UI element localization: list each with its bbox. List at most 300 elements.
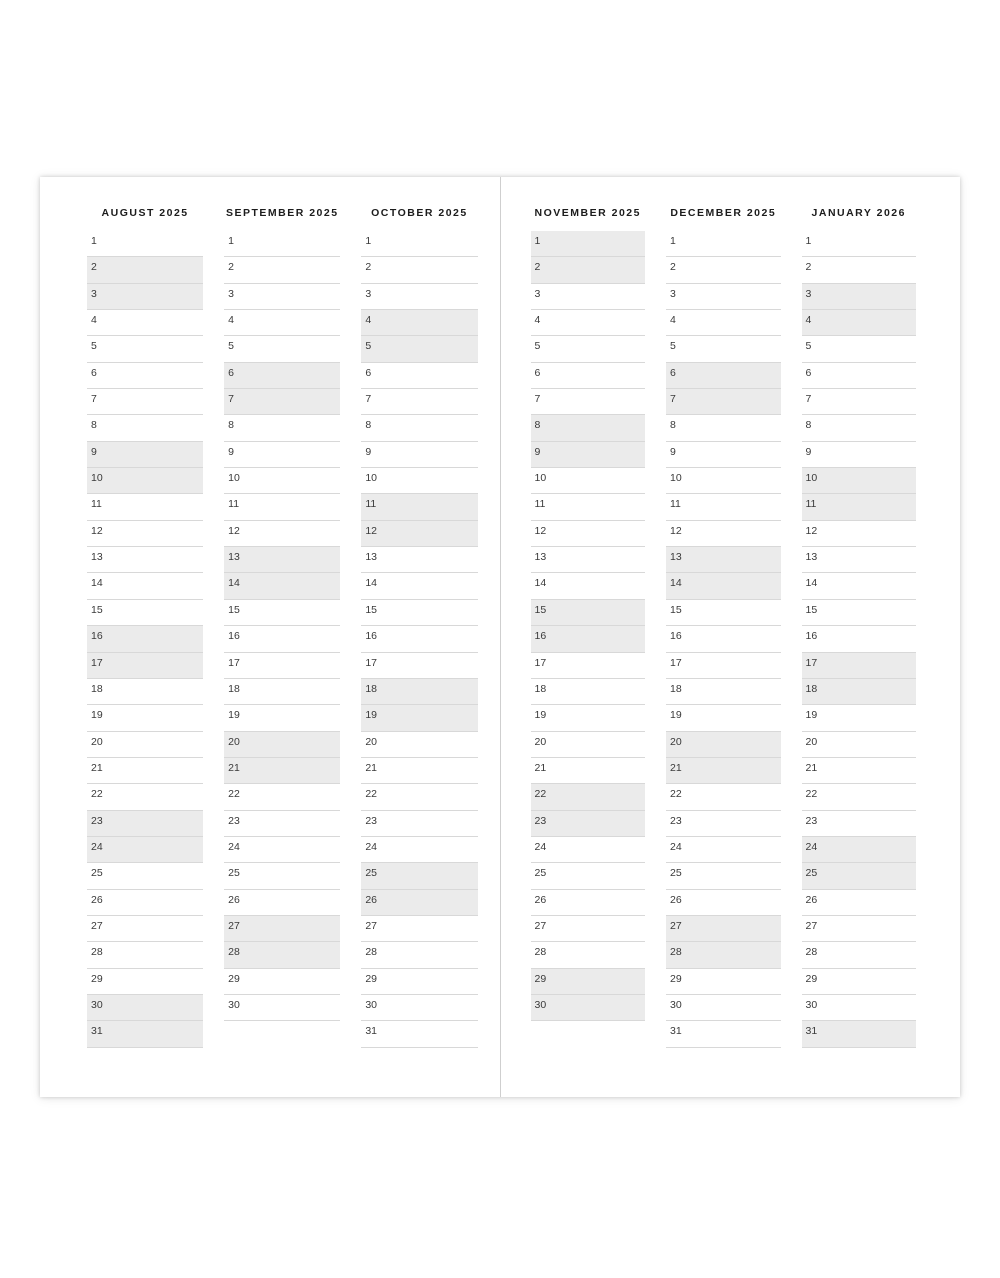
- day-number: 29: [91, 972, 103, 985]
- day-row[interactable]: [531, 942, 646, 968]
- day-number: 1: [534, 235, 541, 247]
- day-row[interactable]: [224, 600, 340, 626]
- day-row[interactable]: [531, 442, 646, 468]
- day-row[interactable]: [802, 600, 917, 626]
- day-number: 4: [670, 314, 676, 327]
- day-row[interactable]: [531, 653, 646, 679]
- day-row[interactable]: [531, 890, 646, 916]
- day-number: 22: [365, 788, 378, 801]
- day-row[interactable]: [802, 231, 917, 257]
- day-row[interactable]: [666, 547, 781, 573]
- day-number: 28: [228, 946, 240, 959]
- day-number: 21: [534, 761, 547, 774]
- day-row[interactable]: [361, 521, 477, 547]
- day-row[interactable]: [361, 679, 477, 705]
- day-number: 17: [670, 656, 682, 669]
- day-row[interactable]: [87, 310, 203, 336]
- day-list: [531, 231, 646, 1048]
- day-row[interactable]: [802, 442, 917, 468]
- day-number: 28: [365, 946, 378, 959]
- day-row[interactable]: [666, 468, 781, 494]
- day-row[interactable]: [361, 705, 477, 731]
- day-row[interactable]: [361, 494, 477, 520]
- day-row[interactable]: [361, 573, 477, 599]
- day-list: [802, 231, 917, 1048]
- day-row[interactable]: [361, 257, 477, 283]
- day-number: 7: [228, 393, 235, 406]
- day-row[interactable]: [224, 705, 340, 731]
- day-row[interactable]: [531, 969, 646, 995]
- day-list: [666, 231, 781, 1048]
- day-number: 14: [228, 577, 240, 590]
- day-row[interactable]: [87, 468, 203, 494]
- day-number: 10: [228, 472, 240, 485]
- day-row[interactable]: [531, 784, 646, 810]
- day-row[interactable]: [87, 231, 203, 257]
- day-row[interactable]: [224, 521, 340, 547]
- day-number: 12: [534, 524, 547, 537]
- month-title: AUGUST 2025: [101, 207, 189, 219]
- day-row[interactable]: [87, 547, 203, 573]
- day-row[interactable]: [361, 1021, 477, 1047]
- day-row[interactable]: [531, 573, 646, 599]
- day-row[interactable]: [224, 336, 340, 362]
- day-row[interactable]: [87, 969, 203, 995]
- day-row[interactable]: [802, 363, 917, 389]
- day-row[interactable]: [531, 916, 646, 942]
- day-number: 3: [365, 287, 372, 300]
- day-number: 5: [228, 340, 235, 353]
- day-number: 23: [534, 814, 547, 827]
- day-number: 27: [228, 919, 240, 932]
- day-number: 16: [534, 630, 547, 643]
- day-row[interactable]: [666, 231, 781, 257]
- day-number: 13: [228, 551, 240, 564]
- day-number: 17: [805, 656, 818, 669]
- day-row[interactable]: [531, 863, 646, 889]
- day-row[interactable]: [87, 363, 203, 389]
- day-row[interactable]: [361, 942, 477, 968]
- day-row[interactable]: [361, 916, 477, 942]
- day-row[interactable]: [361, 284, 477, 310]
- day-number: 10: [365, 472, 378, 485]
- day-row[interactable]: [666, 705, 781, 731]
- month-title: NOVEMBER 2025: [534, 207, 641, 219]
- day-number: 15: [365, 603, 378, 616]
- day-row[interactable]: [224, 547, 340, 573]
- month-column-october: [361, 207, 477, 1048]
- day-number: 1: [365, 235, 372, 247]
- day-number: 26: [670, 893, 682, 906]
- day-row[interactable]: [224, 758, 340, 784]
- day-row[interactable]: [802, 942, 917, 968]
- day-number: 31: [670, 1025, 682, 1038]
- day-row[interactable]: [531, 758, 646, 784]
- day-row[interactable]: [666, 784, 781, 810]
- day-row[interactable]: [361, 758, 477, 784]
- day-row[interactable]: [224, 573, 340, 599]
- day-number: 15: [670, 603, 682, 616]
- day-number: 27: [670, 919, 682, 932]
- day-number: 15: [805, 603, 818, 616]
- day-row[interactable]: [531, 468, 646, 494]
- day-row[interactable]: [87, 811, 203, 837]
- day-row[interactable]: [666, 837, 781, 863]
- day-row[interactable]: [802, 415, 917, 441]
- day-row[interactable]: [87, 389, 203, 415]
- day-row[interactable]: [802, 837, 917, 863]
- day-row[interactable]: [802, 653, 917, 679]
- day-number: 20: [91, 735, 103, 748]
- day-row[interactable]: [802, 494, 917, 520]
- month-column-november: [531, 207, 646, 1048]
- day-number: 25: [670, 867, 682, 880]
- day-row[interactable]: [666, 257, 781, 283]
- day-row[interactable]: [802, 705, 917, 731]
- day-number: 6: [365, 366, 372, 379]
- day-row[interactable]: [802, 336, 917, 362]
- day-row[interactable]: [666, 573, 781, 599]
- month-column-august: [87, 207, 203, 1048]
- day-row[interactable]: [87, 1021, 203, 1047]
- day-row[interactable]: [87, 916, 203, 942]
- day-row[interactable]: [361, 336, 477, 362]
- day-row[interactable]: [531, 363, 646, 389]
- day-number: 30: [91, 998, 103, 1011]
- day-row[interactable]: [531, 811, 646, 837]
- day-row[interactable]: [224, 626, 340, 652]
- day-row[interactable]: [87, 784, 203, 810]
- day-row[interactable]: [87, 863, 203, 889]
- day-row[interactable]: [531, 705, 646, 731]
- day-number: 26: [534, 893, 547, 906]
- day-number: 21: [91, 761, 103, 774]
- day-row[interactable]: [666, 916, 781, 942]
- day-row[interactable]: [802, 969, 917, 995]
- day-number: 7: [670, 393, 676, 406]
- day-number: 29: [670, 972, 682, 985]
- day-row[interactable]: [361, 837, 477, 863]
- day-number: 4: [805, 314, 812, 327]
- day-number: 5: [670, 340, 676, 353]
- day-number: 27: [534, 919, 547, 932]
- day-row[interactable]: [361, 995, 477, 1021]
- day-number: 31: [365, 1025, 378, 1038]
- day-row[interactable]: [531, 732, 646, 758]
- day-number: 30: [534, 998, 547, 1011]
- day-number: 13: [91, 551, 103, 564]
- day-number: 21: [670, 761, 682, 774]
- day-number: 18: [228, 682, 240, 695]
- day-row[interactable]: [531, 257, 646, 283]
- day-row[interactable]: [531, 389, 646, 415]
- left-page-columns: [87, 207, 478, 1048]
- day-number: 3: [805, 287, 812, 300]
- day-row[interactable]: [224, 310, 340, 336]
- day-row[interactable]: [224, 442, 340, 468]
- day-row[interactable]: [87, 995, 203, 1021]
- day-row[interactable]: [802, 468, 917, 494]
- day-row[interactable]: [224, 679, 340, 705]
- day-number: 7: [91, 393, 97, 406]
- day-row[interactable]: [224, 284, 340, 310]
- day-number: 10: [670, 472, 682, 485]
- day-row[interactable]: [87, 679, 203, 705]
- day-row[interactable]: [224, 942, 340, 968]
- day-row-empty: [531, 1021, 646, 1047]
- day-number: 13: [670, 551, 682, 564]
- day-number: 16: [91, 630, 103, 643]
- day-number: 12: [228, 524, 240, 537]
- day-number: 12: [670, 524, 682, 537]
- day-row[interactable]: [666, 732, 781, 758]
- month-title: DECEMBER 2025: [670, 207, 777, 219]
- day-row[interactable]: [87, 284, 203, 310]
- day-row[interactable]: [87, 415, 203, 441]
- day-row[interactable]: [87, 521, 203, 547]
- day-row[interactable]: [87, 442, 203, 468]
- day-number: 14: [670, 577, 682, 590]
- day-number: 23: [805, 814, 818, 827]
- day-row[interactable]: [802, 916, 917, 942]
- day-number: 14: [534, 577, 547, 590]
- day-row[interactable]: [224, 257, 340, 283]
- day-row[interactable]: [666, 995, 781, 1021]
- day-number: 16: [228, 630, 240, 643]
- day-row[interactable]: [666, 1021, 781, 1047]
- day-number: 18: [805, 682, 818, 695]
- day-row[interactable]: [87, 758, 203, 784]
- day-row[interactable]: [802, 758, 917, 784]
- day-row[interactable]: [666, 863, 781, 889]
- day-number: 24: [670, 840, 682, 853]
- day-number: 11: [805, 498, 817, 511]
- day-row[interactable]: [802, 784, 917, 810]
- day-row[interactable]: [87, 257, 203, 283]
- day-row[interactable]: [802, 284, 917, 310]
- day-number: 5: [534, 340, 541, 353]
- day-row[interactable]: [87, 573, 203, 599]
- day-row[interactable]: [531, 521, 646, 547]
- day-row[interactable]: [361, 653, 477, 679]
- day-number: 24: [91, 840, 103, 853]
- day-row[interactable]: [224, 969, 340, 995]
- day-number: 11: [91, 498, 102, 511]
- day-row[interactable]: [224, 811, 340, 837]
- day-row[interactable]: [666, 969, 781, 995]
- day-row[interactable]: [666, 284, 781, 310]
- day-row[interactable]: [802, 863, 917, 889]
- day-row[interactable]: [87, 336, 203, 362]
- day-row[interactable]: [224, 653, 340, 679]
- day-number: 30: [365, 998, 378, 1011]
- day-row[interactable]: [87, 837, 203, 863]
- day-row[interactable]: [361, 415, 477, 441]
- day-number: 20: [805, 735, 818, 748]
- day-row[interactable]: [531, 415, 646, 441]
- day-number: 31: [91, 1025, 103, 1038]
- day-number: 30: [805, 998, 818, 1011]
- day-number: 11: [670, 498, 681, 511]
- day-row[interactable]: [531, 494, 646, 520]
- day-number: 15: [91, 603, 103, 616]
- day-row[interactable]: [361, 363, 477, 389]
- day-row[interactable]: [666, 600, 781, 626]
- day-row[interactable]: [666, 363, 781, 389]
- day-row[interactable]: [666, 494, 781, 520]
- day-row[interactable]: [87, 494, 203, 520]
- day-row[interactable]: [224, 916, 340, 942]
- day-row[interactable]: [666, 336, 781, 362]
- day-row[interactable]: [666, 758, 781, 784]
- day-number: 8: [365, 419, 372, 432]
- day-row[interactable]: [224, 231, 340, 257]
- day-number: 24: [805, 840, 818, 853]
- day-number: 9: [91, 445, 97, 458]
- day-number: 19: [91, 709, 103, 722]
- day-number: 2: [228, 261, 235, 274]
- day-row[interactable]: [802, 310, 917, 336]
- day-row[interactable]: [531, 837, 646, 863]
- day-number: 24: [228, 840, 240, 853]
- day-row[interactable]: [87, 600, 203, 626]
- day-row[interactable]: [666, 942, 781, 968]
- day-number: 13: [534, 551, 547, 564]
- day-row[interactable]: [802, 732, 917, 758]
- day-row[interactable]: [224, 363, 340, 389]
- day-row[interactable]: [666, 626, 781, 652]
- day-row[interactable]: [224, 389, 340, 415]
- day-row[interactable]: [224, 890, 340, 916]
- day-row[interactable]: [531, 600, 646, 626]
- right-page: [501, 177, 961, 1097]
- day-row[interactable]: [87, 705, 203, 731]
- day-number: 23: [91, 814, 103, 827]
- day-row[interactable]: [531, 679, 646, 705]
- day-row[interactable]: [361, 626, 477, 652]
- day-row[interactable]: [802, 626, 917, 652]
- day-row[interactable]: [531, 336, 646, 362]
- day-number: 19: [670, 709, 682, 722]
- day-row[interactable]: [802, 679, 917, 705]
- right-page-columns: [531, 207, 917, 1048]
- day-list: [361, 231, 477, 1048]
- day-row[interactable]: [361, 863, 477, 889]
- day-number: 29: [365, 972, 378, 985]
- day-number: 29: [534, 972, 547, 985]
- day-row[interactable]: [361, 811, 477, 837]
- day-row[interactable]: [666, 389, 781, 415]
- day-row[interactable]: [224, 732, 340, 758]
- day-row[interactable]: [531, 547, 646, 573]
- day-row[interactable]: [531, 231, 646, 257]
- day-row[interactable]: [87, 942, 203, 968]
- day-row[interactable]: [802, 890, 917, 916]
- day-row[interactable]: [361, 389, 477, 415]
- day-row[interactable]: [531, 626, 646, 652]
- day-list: [224, 231, 340, 1048]
- day-row[interactable]: [802, 547, 917, 573]
- day-row[interactable]: [87, 732, 203, 758]
- day-number: 31: [805, 1025, 818, 1038]
- day-row[interactable]: [802, 257, 917, 283]
- day-row[interactable]: [361, 310, 477, 336]
- day-row[interactable]: [361, 600, 477, 626]
- day-row[interactable]: [361, 468, 477, 494]
- day-number: 27: [365, 919, 378, 932]
- day-number: 8: [534, 419, 541, 432]
- day-row[interactable]: [802, 521, 917, 547]
- day-row[interactable]: [802, 811, 917, 837]
- day-row[interactable]: [666, 442, 781, 468]
- day-row[interactable]: [666, 521, 781, 547]
- day-number: 9: [228, 445, 235, 458]
- day-row[interactable]: [666, 890, 781, 916]
- day-row[interactable]: [361, 732, 477, 758]
- day-row[interactable]: [802, 1021, 917, 1047]
- month-title: SEPTEMBER 2025: [225, 207, 339, 219]
- day-number: 17: [365, 656, 378, 669]
- day-number: 5: [91, 340, 97, 353]
- day-row[interactable]: [224, 784, 340, 810]
- day-row[interactable]: [531, 284, 646, 310]
- day-row[interactable]: [224, 863, 340, 889]
- day-number: 26: [365, 893, 378, 906]
- day-row[interactable]: [666, 811, 781, 837]
- day-row[interactable]: [802, 995, 917, 1021]
- day-row[interactable]: [666, 415, 781, 441]
- day-row[interactable]: [87, 653, 203, 679]
- day-row[interactable]: [361, 890, 477, 916]
- day-number: 30: [228, 998, 240, 1011]
- day-row[interactable]: [224, 415, 340, 441]
- day-row[interactable]: [361, 231, 477, 257]
- day-row[interactable]: [802, 573, 917, 599]
- day-row[interactable]: [666, 679, 781, 705]
- day-row[interactable]: [224, 494, 340, 520]
- day-row[interactable]: [361, 442, 477, 468]
- day-row[interactable]: [361, 784, 477, 810]
- day-row[interactable]: [361, 969, 477, 995]
- day-row[interactable]: [666, 653, 781, 679]
- day-number: 23: [228, 814, 240, 827]
- day-row[interactable]: [224, 995, 340, 1021]
- day-row[interactable]: [361, 547, 477, 573]
- day-row[interactable]: [531, 995, 646, 1021]
- day-number: 28: [534, 946, 547, 959]
- day-row[interactable]: [666, 310, 781, 336]
- day-number: 19: [228, 709, 240, 722]
- day-number: 11: [228, 498, 240, 511]
- day-number: 16: [805, 630, 818, 643]
- day-row[interactable]: [224, 468, 340, 494]
- day-number: 5: [365, 340, 372, 353]
- day-number: 25: [228, 867, 240, 880]
- day-row[interactable]: [531, 310, 646, 336]
- day-number: 15: [534, 603, 547, 616]
- day-number: 16: [365, 630, 378, 643]
- day-number: 21: [228, 761, 240, 774]
- day-number: 25: [534, 867, 547, 880]
- day-row[interactable]: [802, 389, 917, 415]
- day-number: 29: [805, 972, 818, 985]
- day-number: 3: [670, 287, 676, 300]
- day-row[interactable]: [87, 626, 203, 652]
- day-row[interactable]: [224, 837, 340, 863]
- day-number: 25: [365, 867, 378, 880]
- day-number: 9: [670, 445, 676, 458]
- day-row[interactable]: [87, 890, 203, 916]
